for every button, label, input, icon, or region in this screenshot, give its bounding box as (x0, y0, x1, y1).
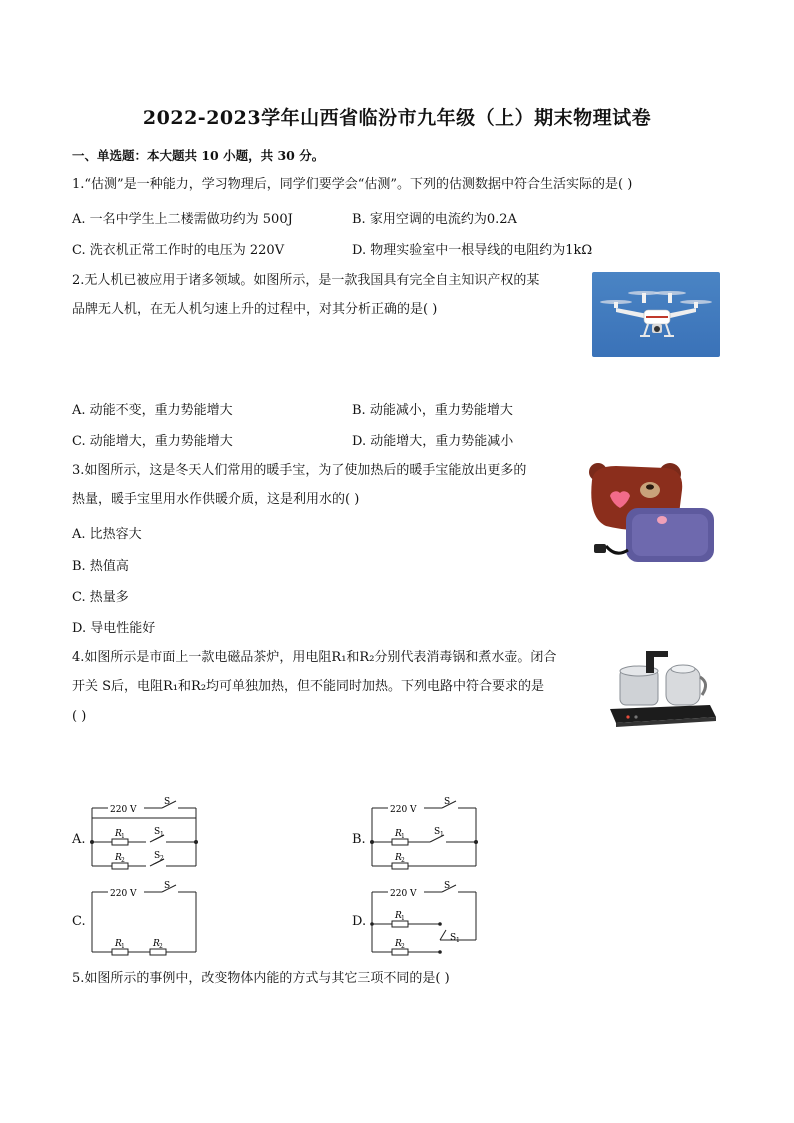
question-1-stem: 1.“估测”是一种能力，学习物理后，同学们要学会“估测”。下列的估测数据中符合生活实际的是( ) (72, 177, 633, 192)
question-2-option-b[interactable]: B. 动能减小，重力势能增大 (352, 403, 513, 418)
tea-stove-image (606, 647, 720, 733)
question-4-option-d-circuit[interactable]: D. (352, 914, 367, 929)
circuit-a-s2: S (154, 851, 161, 861)
question-3-option-b[interactable]: B. 热值高 (72, 559, 129, 574)
question-4-option-b-circuit[interactable]: B. (352, 832, 366, 847)
section-heading: 一、单选题：本大题共 10 小题，共 30 分。 (72, 148, 325, 163)
question-3-option-d[interactable]: D. 导电性能好 (72, 621, 156, 636)
circuit-d-r2: R (395, 939, 402, 949)
circuit-d-voltage: 220 V (390, 889, 417, 899)
circuit-c-voltage: 220 V (110, 889, 137, 899)
circuit-a-r1: R (115, 829, 122, 839)
circuit-a-r2-sub: 2 (121, 857, 125, 864)
question-4-option-a[interactable]: A. (72, 832, 86, 847)
circuit-a-r1-sub: 1 (121, 833, 125, 840)
circuit-c-r2-sub: 2 (159, 943, 163, 950)
circuit-a (86, 796, 206, 876)
question-4-stem-line1: 4.如图所示是市面上一款电磁品茶炉，用电阻R₁和R₂分别代表消毒锅和煮水壶。闭合 (72, 650, 557, 665)
circuit-a-voltage: 220 V (110, 805, 137, 815)
hand-warmer-image (586, 462, 720, 574)
question-4-option-c-circuit[interactable]: C. (72, 914, 86, 929)
question-1-option-b[interactable]: B. 家用空调的电流约为0.2A (352, 212, 517, 227)
circuit-d-r2-sub: 2 (401, 943, 405, 950)
circuit-b-r1: R (395, 829, 402, 839)
circuit-d-s1: S (450, 933, 457, 943)
circuit-b-r1-sub: 1 (401, 833, 405, 840)
question-2-option-d[interactable]: D. 动能增大，重力势能减小 (352, 434, 514, 449)
circuit-d-r1: R (395, 911, 402, 921)
question-4-stem-line3: ( ) (72, 709, 87, 724)
question-3-option-c[interactable]: C. 热量多 (72, 590, 129, 605)
question-5-stem: 5.如图所示的事例中，改变物体内能的方式与其它三项不同的是( ) (72, 971, 450, 986)
circuit-b-s1-sub: 1 (440, 831, 444, 838)
circuit-c-switch-s: S (164, 881, 171, 891)
circuit-a-s1-sub: 1 (160, 831, 164, 838)
circuit-b-r2: R (395, 853, 402, 863)
page-title: 2022-2023学年山西省临汾市九年级（上）期末物理试卷 (142, 107, 652, 129)
circuit-b (366, 796, 486, 876)
circuit-d-s1-sub: 1 (456, 937, 460, 944)
question-1-option-d[interactable]: D. 物理实验室中一根导线的电阻约为1kΩ (352, 243, 593, 258)
circuit-b-s1: S (434, 827, 441, 837)
circuit-a-s1: S (154, 827, 161, 837)
circuit-a-s2-sub: 2 (160, 855, 164, 862)
circuit-a-switch-s: S (164, 797, 171, 807)
question-1-option-c[interactable]: C. 洗衣机正常工作时的电压为 220V (72, 243, 285, 258)
question-2-option-c[interactable]: C. 动能增大，重力势能增大 (72, 434, 233, 449)
circuit-d-switch-s: S (444, 881, 451, 891)
question-3-option-a[interactable]: A. 比热容大 (72, 527, 142, 542)
question-1-option-a[interactable]: A. 一名中学生上二楼需做功约为 500J (72, 212, 293, 227)
circuit-a-r2: R (115, 853, 122, 863)
circuit-c-r1: R (115, 939, 122, 949)
question-3-stem-line2: 热量，暖手宝里用水作供暖介质，这是利用水的( ) (72, 492, 360, 507)
drone-image (592, 272, 720, 357)
question-4-stem-line2: 开关 S后，电阻R₁和R₂均可单独加热，但不能同时加热。下列电路中符合要求的是 (72, 679, 545, 694)
circuit-c-r1-sub: 1 (121, 943, 125, 950)
circuit-d (366, 880, 486, 960)
question-3-stem-line1: 3.如图所示，这是冬天人们常用的暖手宝，为了使加热后的暖手宝能放出更多的 (72, 463, 527, 478)
circuit-b-r2-sub: 2 (401, 857, 405, 864)
circuit-d-r1-sub: 1 (401, 915, 405, 922)
circuit-b-voltage: 220 V (390, 805, 417, 815)
question-2-stem-line1: 2.无人机已被应用于诸多领域。如图所示，是一款我国具有完全自主知识产权的某 (72, 273, 540, 288)
circuit-c (86, 880, 206, 960)
circuit-b-switch-s: S (444, 797, 451, 807)
question-2-option-a[interactable]: A. 动能不变，重力势能增大 (72, 403, 233, 418)
circuit-c-r2: R (153, 939, 160, 949)
question-2-stem-line2: 品牌无人机，在无人机匀速上升的过程中，对其分析正确的是( ) (72, 302, 438, 317)
